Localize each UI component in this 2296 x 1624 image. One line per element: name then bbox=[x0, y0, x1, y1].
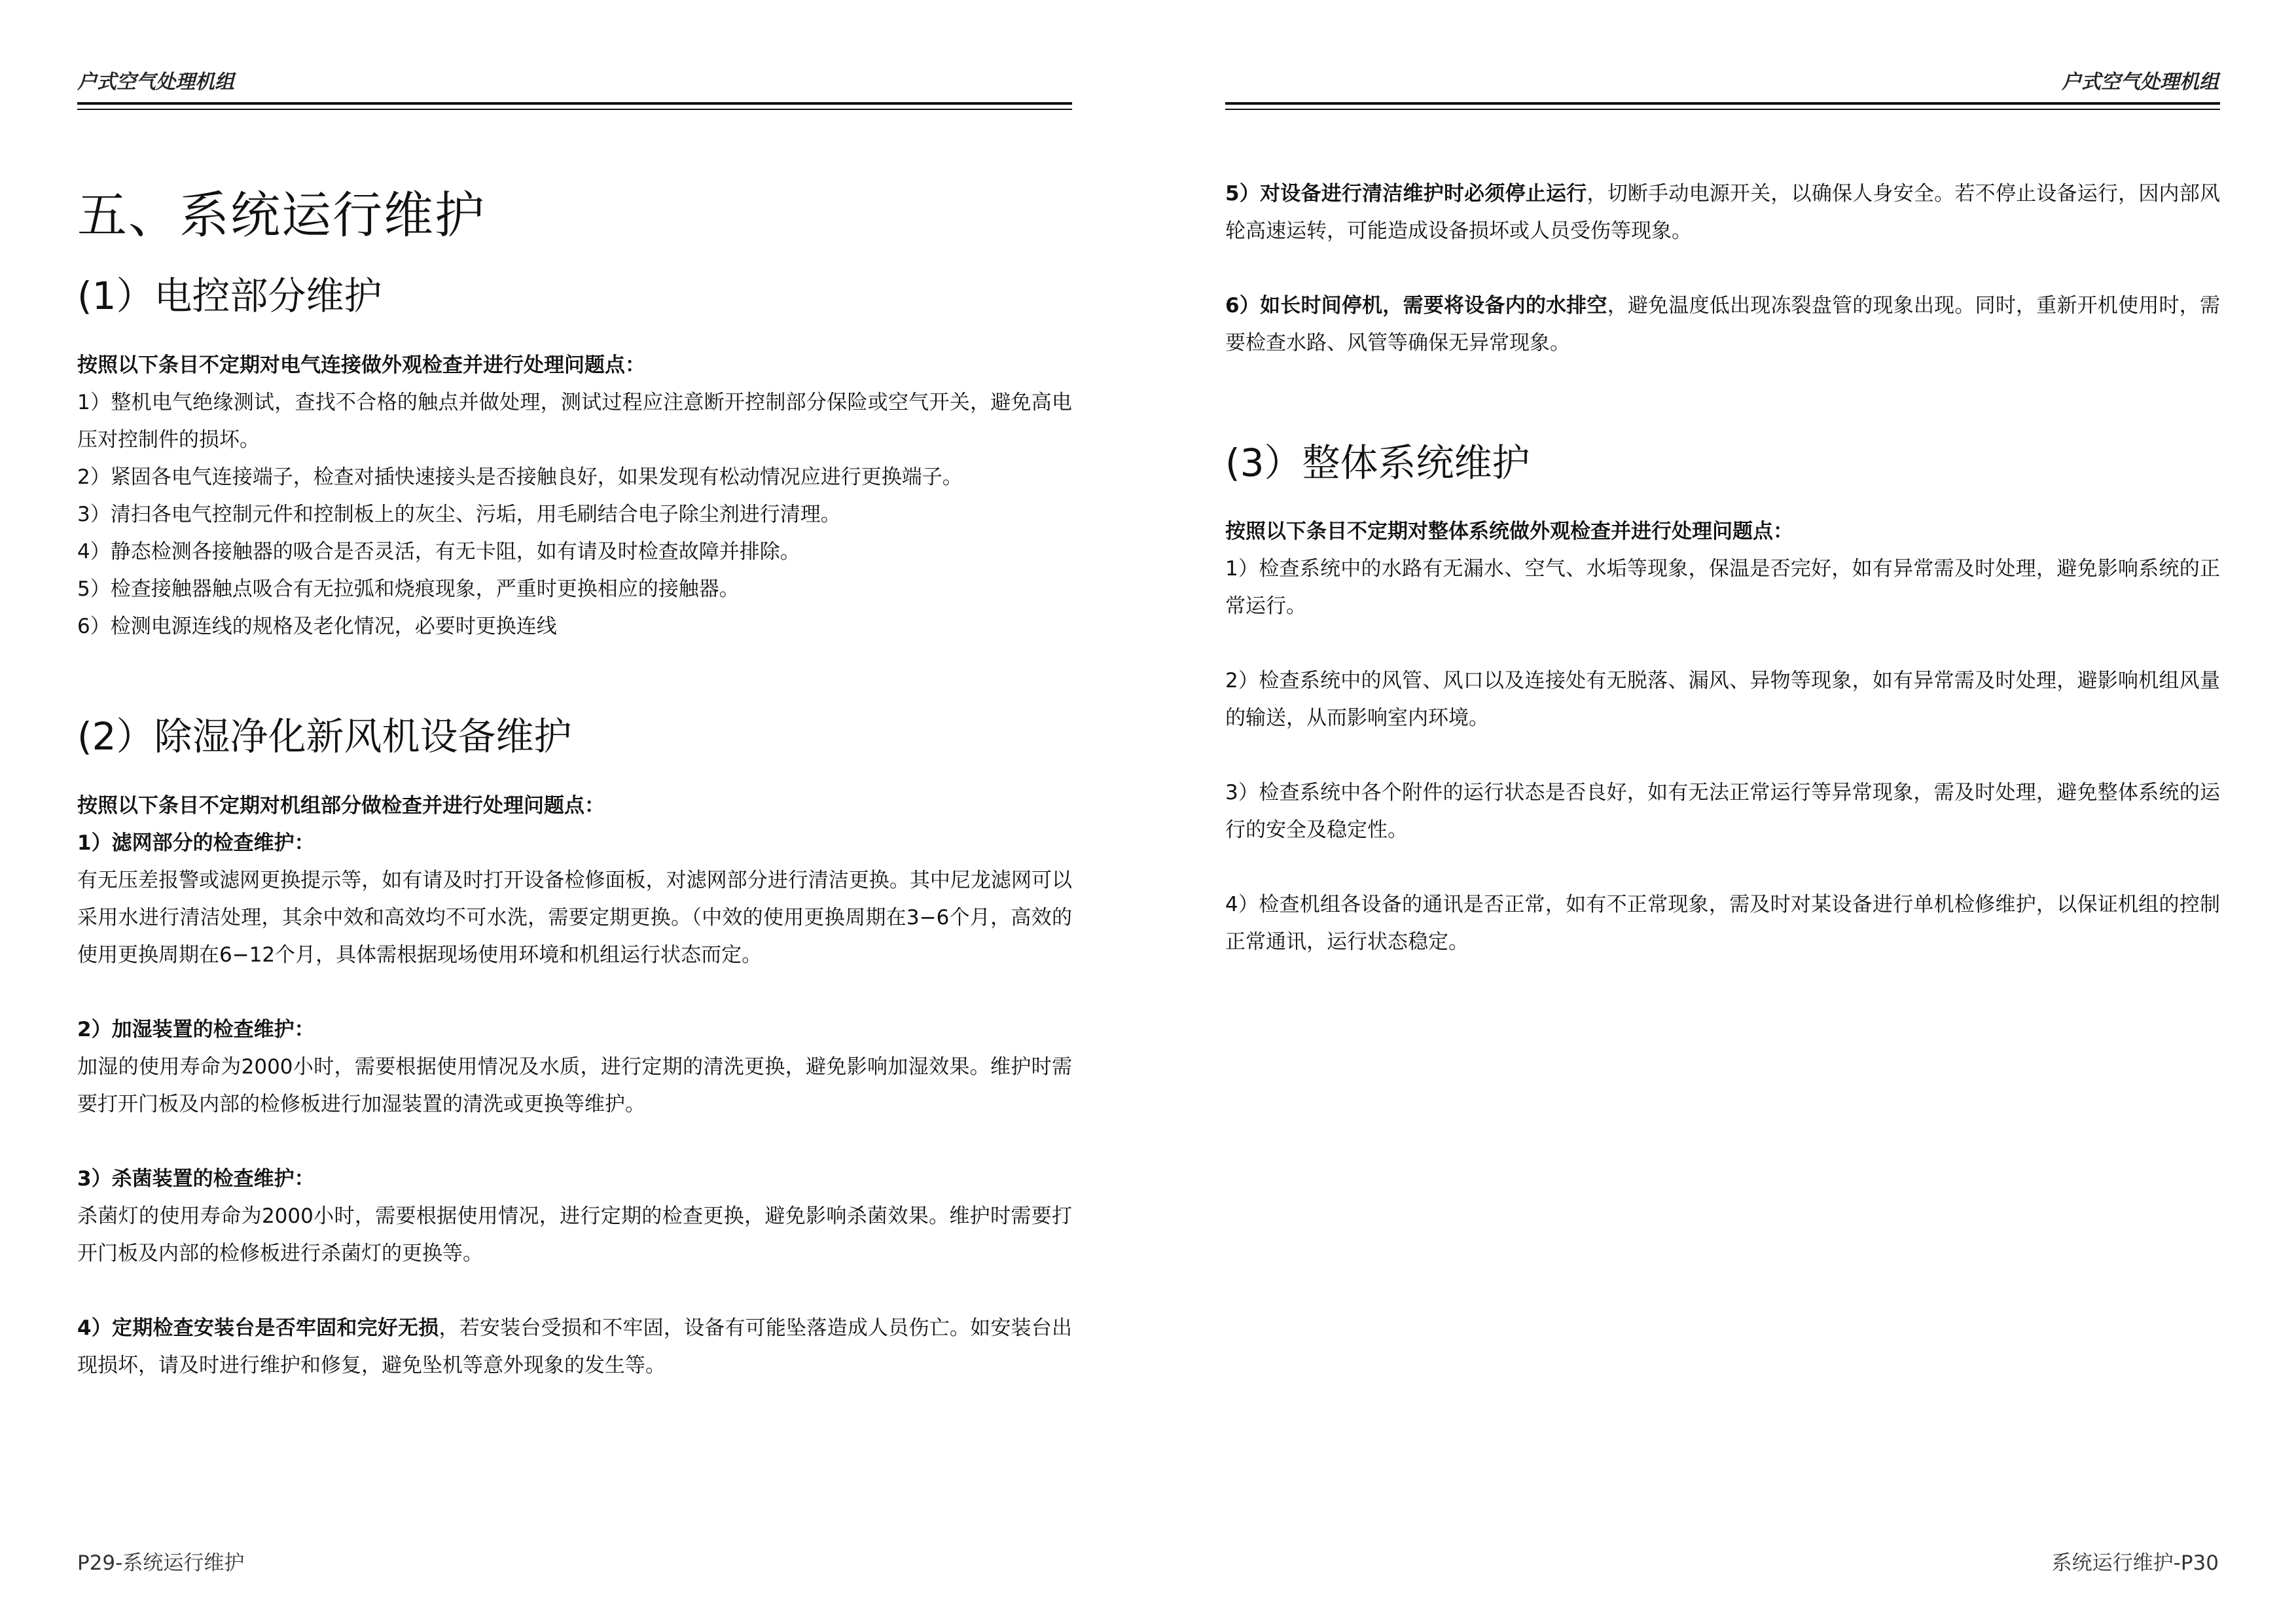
mount-check-text: ，若安装台受损和不牢固，设备有可能坠落造成人员伤亡。如安装台出现损坏，请及时进行维护和修复，避免坠机等意外现象的发生等。 bbox=[77, 1316, 1072, 1377]
section-1-item-2: 2）紧固各电气连接端子，检查对插快速接头是否接触良好，如果发现有松动情况应进行更换端子。 bbox=[77, 465, 963, 489]
filter-check-text: 有无压差报警或滤网更换提示等，如有请及时打开设备检修面板，对滤网部分进行清洁更换。其中尼龙滤网可以采用水进行清洁处理，其余中效和高效均不可水洗，需要定期更换。（中效的使用更换周期在3−6个月，高效的使用更换周期在6−12个月，具体需根据现场使用环境和机组运行状态而定。 bbox=[77, 869, 1072, 967]
right-page-footer: 系统运行维护-P30 bbox=[2051, 1551, 2219, 1575]
section-3-item-1: 1）检查系统中的水路有无漏水、空气、水垢等现象，保温是否完好，如有异常需及时处理，避免影响系统的正常运行。 bbox=[1225, 557, 2220, 618]
left-header-rule-thick bbox=[77, 102, 1072, 105]
mount-check-paragraph bbox=[77, 1310, 1072, 1384]
item-6-paragraph bbox=[1225, 287, 2220, 362]
item-5-text: ，切断手动电源开关，以确保人身安全。若不停止设备运行，因内部风轮高速运转，可能造成设备损坏或人员受伤等现象。 bbox=[1225, 182, 2220, 243]
mount-check-bold: 4）定期检查安装台是否牢固和完好无损 bbox=[77, 1316, 439, 1340]
sterilizer-check-text: 杀菌灯的使用寿命为2000小时，需要根据使用情况，进行定期的检查更换，避免影响杀菌效果。维护时需要打开门板及内部的检修板进行杀菌灯的更换等。 bbox=[77, 1204, 1072, 1265]
page-title: 五、系统运行维护 bbox=[77, 186, 486, 244]
item-5-paragraph bbox=[1225, 175, 2220, 250]
humidifier-check-text: 加湿的使用寿命为2000小时，需要根据使用情况及水质，进行定期的清洗更换，避免影响加湿效果。维护时需要打开门板及内部的检修板进行加湿装置的清洗或更换等维护。 bbox=[77, 1055, 1072, 1116]
section-1-item-6: 6）检测电源连线的规格及老化情况，必要时更换连线 bbox=[77, 615, 557, 638]
section-3-heading: (3）整体系统维护 bbox=[1225, 441, 1530, 485]
section-1-item-4: 4）静态检测各接触器的吸合是否灵活，有无卡阻，如有请及时检查故障并排除。 bbox=[77, 540, 800, 564]
section-2-heading: (2）除湿净化新风机设备维护 bbox=[77, 714, 572, 759]
section-2-intro: 按照以下条目不定期对机组部分做检查并进行处理问题点： bbox=[77, 794, 605, 818]
right-header-rule-thick bbox=[1225, 102, 2220, 105]
section-3-item-4: 4）检查机组各设备的通讯是否正常，如有不正常现象，需及时对某设备进行单机检修维护，以保证机组的控制正常通讯，运行状态稳定。 bbox=[1225, 893, 2220, 954]
filter-check-heading: 1）滤网部分的检查维护： bbox=[77, 831, 315, 855]
section-3-intro: 按照以下条目不定期对整体系统做外观检查并进行处理问题点： bbox=[1225, 520, 1793, 543]
section-1-heading: (1）电控部分维护 bbox=[77, 274, 382, 318]
item-6-bold: 6）如长时间停机，需要将设备内的水排空 bbox=[1225, 294, 1607, 317]
section-1-item-1: 1）整机电气绝缘测试，查找不合格的触点并做处理，测试过程应注意断开控制部分保险或空气开关，避免高电压对控制件的损坏。 bbox=[77, 391, 1072, 452]
section-1-item-3: 3）清扫各电气控制元件和控制板上的灰尘、污垢，用毛刷结合电子除尘剂进行清理。 bbox=[77, 503, 841, 526]
right-header-rule-thin bbox=[1225, 109, 2220, 110]
item-5-bold: 5）对设备进行清洁维护时必须停止运行 bbox=[1225, 182, 1587, 206]
left-running-header: 户式空气处理机组 bbox=[77, 71, 234, 94]
humidifier-check-heading: 2）加湿装置的检查维护： bbox=[77, 1018, 315, 1041]
sterilizer-check-heading: 3）杀菌装置的检查维护： bbox=[77, 1167, 315, 1191]
right-running-header: 户式空气处理机组 bbox=[2062, 71, 2219, 94]
section-3-item-3: 3）检查系统中各个附件的运行状态是否良好，如有无法正常运行等异常现象，需及时处理，避免整体系统的运行的安全及稳定性。 bbox=[1225, 781, 2220, 842]
left-header-rule-thin bbox=[77, 109, 1072, 110]
section-1-item-5: 5）检查接触器触点吸合有无拉弧和烧痕现象，严重时更换相应的接触器。 bbox=[77, 577, 740, 601]
left-page-footer: P29-系统运行维护 bbox=[77, 1551, 245, 1575]
section-1-intro: 按照以下条目不定期对电气连接做外观检查并进行处理问题点： bbox=[77, 353, 645, 377]
item-6-text: ，避免温度低出现冻裂盘管的现象出现。同时，重新开机使用时，需要检查水路、风管等确保无异常现象。 bbox=[1225, 294, 2220, 355]
section-3-item-2: 2）检查系统中的风管、风口以及连接处有无脱落、漏风、异物等现象，如有异常需及时处理，避影响机组风量的输送，从而影响室内环境。 bbox=[1225, 669, 2220, 730]
